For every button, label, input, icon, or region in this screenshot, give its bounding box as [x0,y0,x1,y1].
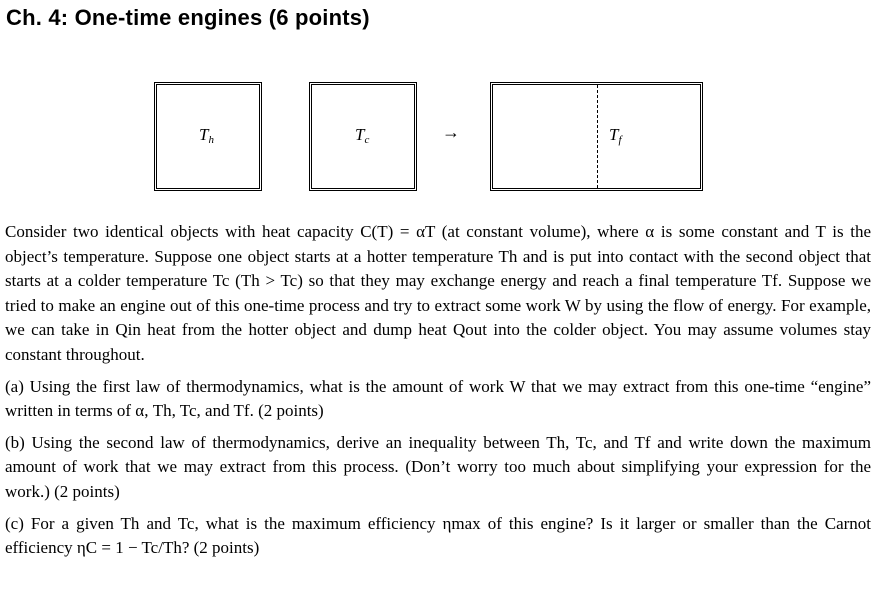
cold-temperature-label: $T_c$ [355,125,370,146]
cold-object-box [309,82,417,191]
part-b: (b) Using the second law of thermodynamics, derive an inequality between Th, Tc, and Tf and write down the maximum amount of work that we may extract from this process. (Don’t worry too much about simplifying your expression for the work.) (2 points) [5,432,871,501]
hot-temperature-label: $T_h$ [199,125,214,146]
divider-line [597,85,598,188]
final-temperature-label: $T_f$ [609,125,622,146]
intro-paragraph: Consider two identical objects with heat capacity C(T) = αT (at constant volume), where α is some constant and T is the object’s temperature. Suppose one object starts at a hotter temperature Th and is put into contact with the second object that starts at a colder temperature Tc (Th > Tc) so that they may exchange energy and reach a final temperature Tf. Suppose we tried to make an engine out of this one-time process and try to extract some work W by using the flow of energy. For example, we can take in Qin heat from the hotter object and dump heat Qout into the colder object. You may assume volumes stay constant throughout. [5,222,871,364]
problem-text [5,220,871,561]
combined-objects-box [490,82,703,191]
right-arrow-icon: → [442,122,460,142]
page-title: Ch. 4: One-time engines (6 points) [6,5,370,30]
hot-object-box [154,82,262,191]
part-c: (c) For a given Th and Tc, what is the maximum efficiency ηmax of this engine? Is it larger or smaller than the Carnot efficiency ηC = 1 − Tc/Th? (2 points) [5,513,871,558]
part-a: (a) Using the first law of thermodynamics, what is the amount of work W that we may extract from this one-time “engine” written in terms of α, Th, Tc, and Tf. (2 points) [5,376,871,421]
